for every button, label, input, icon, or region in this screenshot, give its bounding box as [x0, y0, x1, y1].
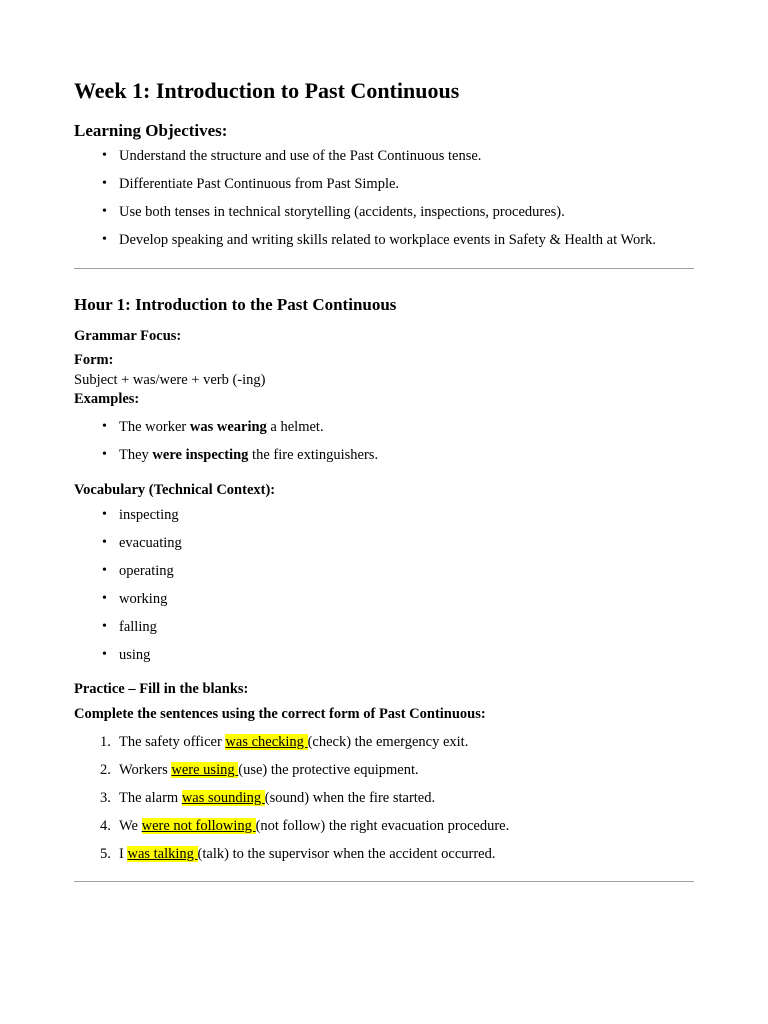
section-divider — [74, 268, 694, 269]
sentence-end: (talk) to the supervisor when the accident occurred. — [197, 846, 496, 862]
answer-highlight: were not following — [141, 818, 256, 834]
objective-item: • Use both tenses in technical storytelling (accidents, inspections, procedures). — [74, 202, 714, 230]
practice-instruction: Complete the sentences using the correct form of Past Continuous: — [74, 706, 486, 722]
practice-item — [74, 844, 714, 872]
sentence-end: (not follow) the right evacuation procedure. — [255, 818, 510, 834]
vocab-item: • operating — [74, 561, 714, 589]
practice-item — [74, 788, 714, 816]
objective-item: • Understand the structure and use of the Past Continuous tense. — [74, 146, 714, 174]
answer-highlight: were using — [171, 762, 239, 778]
practice-list — [74, 732, 714, 872]
sentence-start: Workers — [119, 762, 172, 778]
form-text: Subject + was/were + verb (-ing) — [74, 372, 266, 388]
sentence-end: (use) the protective equipment. — [238, 762, 419, 778]
vocab-item: • falling — [74, 617, 714, 645]
vocab-heading: Vocabulary (Technical Context): — [74, 482, 276, 498]
item-number: 5. — [100, 846, 111, 862]
page-title: Week 1: Introduction to Past Continuous — [74, 78, 460, 103]
vocab-item: • evacuating — [74, 533, 714, 561]
grammar-focus-label: Grammar Focus: — [74, 328, 182, 344]
item-number: 1. — [100, 734, 111, 750]
examples-label: Examples: — [74, 391, 140, 407]
example-item — [74, 417, 714, 445]
hour1-heading: Hour 1: Introduction to the Past Continuous — [74, 295, 397, 314]
sentence-start: The alarm — [119, 790, 182, 806]
example-text: the fire extinguishers. — [248, 447, 379, 463]
vocab-item: • working — [74, 589, 714, 617]
practice-item — [74, 732, 714, 760]
objective-item: • Differentiate Past Continuous from Past Simple. — [74, 174, 714, 202]
example-verb: was wearing — [189, 419, 267, 435]
answer-highlight: was checking — [225, 734, 308, 750]
example-verb: were inspecting — [152, 447, 249, 463]
sentence-start: I — [119, 846, 128, 862]
item-number: 2. — [100, 762, 111, 778]
examples-list — [74, 417, 714, 473]
section-divider — [74, 881, 694, 882]
example-text: They — [119, 447, 153, 463]
form-label: Form: — [74, 352, 114, 368]
practice-item — [74, 816, 714, 844]
example-text: a helmet. — [266, 419, 324, 435]
objectives-list — [74, 146, 714, 258]
example-item — [74, 445, 714, 473]
item-number: 4. — [100, 818, 111, 834]
sentence-start: The safety officer — [119, 734, 226, 750]
vocab-item: • using — [74, 645, 714, 673]
sentence-end: (check) the emergency exit. — [307, 734, 469, 750]
sentence-end: (sound) when the fire started. — [264, 790, 436, 806]
practice-item — [74, 760, 714, 788]
sentence-start: We — [119, 818, 142, 834]
item-number: 3. — [100, 790, 111, 806]
objective-item: • Develop speaking and writing skills related to workplace events in Safety & Health at Work. — [74, 230, 714, 258]
answer-highlight: was sounding — [181, 790, 265, 806]
practice-heading: Practice – Fill in the blanks: — [74, 681, 249, 697]
answer-highlight: was talking — [127, 846, 198, 862]
example-text: The worker — [119, 419, 190, 435]
vocab-list — [74, 505, 714, 673]
vocab-item: • inspecting — [74, 505, 714, 533]
objectives-heading: Learning Objectives: — [74, 121, 228, 140]
